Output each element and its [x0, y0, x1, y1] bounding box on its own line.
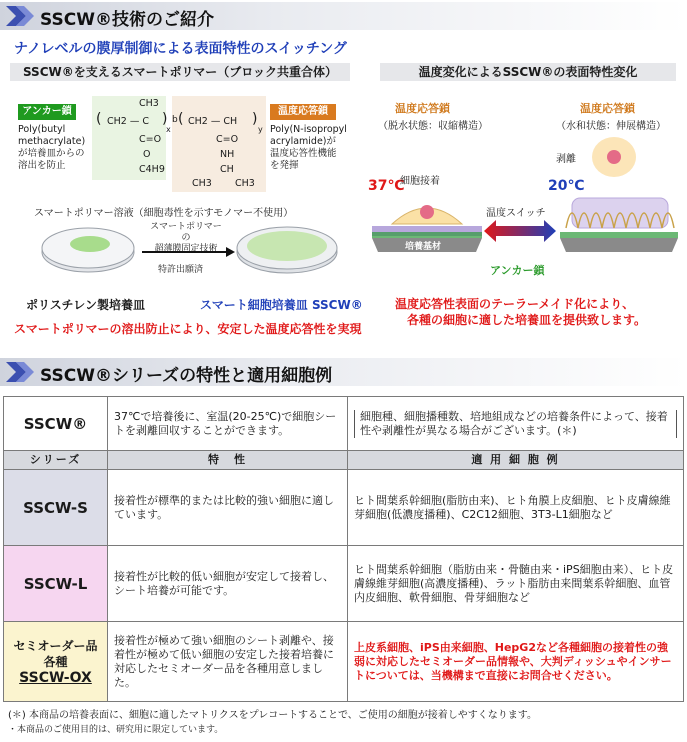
anchor-label: アンカー鎖	[490, 264, 545, 277]
series-cells: ヒト間葉系幹細胞(脂肪由来)、ヒト角膜上皮細胞、ヒト皮膚線維芽細胞(低濃度播種)、C2C12細胞、3T3-L1細胞など	[348, 470, 684, 546]
switch-label: 温度スイッチ	[486, 208, 546, 219]
anchor-tag: アンカー鎖	[18, 104, 76, 120]
right-panel-header: 温度変化によるSSCW®の表面特性変化	[380, 63, 676, 81]
series-cells: 上皮系細胞、iPS由来細胞、HepG2など各種細胞の接着性の強弱に対応したセミオーダー品情報や、大判ディッシュやインサートについては、当機構まで直接にお問合せください。	[348, 622, 684, 702]
arrow-label-top: スマートポリマーの 超薄膜固定技術	[150, 222, 222, 254]
header-cells: 適 用 細 胞 例	[348, 451, 684, 470]
series-feature: 接着性が標準的または比較的強い細胞に適しています。	[108, 470, 348, 546]
section-title: SSCW®技術のご紹介	[40, 10, 214, 30]
temp-cold: 20℃	[548, 178, 585, 194]
footnote-2: ・本商品のご使用目的は、研究用に限定しています。	[8, 725, 224, 735]
header-feature: 特 性	[108, 451, 348, 470]
polystyrene-dish-icon	[38, 220, 138, 276]
series-feature: 接着性が極めて強い細胞のシート剥離や、接着性が極めて低い細胞の安定した接着培養に対応したセミオーダー品を各種用意しました。	[108, 622, 348, 702]
series-name: SSCW-L	[4, 546, 108, 622]
temp-description: Poly(N-isopropyl acrylamide)が 温度応答性機能 を発揮	[270, 124, 347, 171]
chem-chain-right: CH2 — CH	[188, 116, 238, 127]
right-right-state: （水和状態：伸展構造）	[556, 121, 666, 132]
sscw-name: SSCW®	[4, 397, 108, 451]
right-left-state: （脱水状態：収縮構造）	[378, 121, 488, 132]
table-row	[4, 622, 684, 702]
sscw-note: 細胞種、細胞播種数、培地組成などの培養条件によって、接着性や剥離性が異なる場合がございます。(＊)	[348, 397, 684, 451]
subtitle: ナノレベルの膜厚制御による表面特性のスイッチング	[14, 41, 347, 57]
temp-tag: 温度応答鎖	[270, 104, 336, 120]
patent-label: 特許出願済	[158, 265, 204, 275]
dish-left-label: ポリスチレン製培養皿	[26, 298, 145, 312]
substrate-label: 培養基材	[405, 242, 442, 252]
sscw-dish-icon	[232, 218, 342, 278]
left-panel-header: SSCW®を支えるスマートポリマー（ブロック共重合体）	[10, 63, 350, 81]
header-series: シリーズ	[4, 451, 108, 470]
detached-cell-icon	[590, 135, 638, 179]
series-feature: 接着性が比較的低い細胞が安定して接着し、シート培養が可能です。	[108, 546, 348, 622]
left-red-note: スマートポリマーの溶出防止により、安定した温度応答性を実現	[14, 322, 362, 336]
series-table	[3, 396, 684, 702]
temperature-switch-arrow-icon	[484, 220, 556, 242]
adhesion-label: 細胞接着	[400, 176, 440, 187]
right-red-note: 温度応答性表面のテーラーメイド化により、 各種の細胞に適した培養皿を提供致します。	[395, 297, 647, 327]
footnote-1: (＊) 本商品の培養表面に、細胞に適したマトリクスをプレコートすることで、ご使用の細胞が接着しやすくなります。	[8, 710, 537, 721]
chem-chain-left: CH2 — C	[107, 116, 149, 127]
temp-hot: 37℃	[368, 178, 405, 194]
chevron-right-icon	[6, 362, 36, 382]
process-arrow-icon	[140, 246, 236, 258]
series-cells: ヒト間葉系幹細胞（脂肪由来・骨髄由来・iPS細胞由来）、ヒト皮膚線維芽細胞(高濃度播種)、ラット脂肪由来間葉系幹細胞、血管内皮細胞、軟骨細胞、骨芽細胞など	[348, 546, 684, 622]
dish-right-label: スマート細胞培養皿 SSCW®	[200, 298, 363, 312]
chevron-right-icon	[6, 6, 36, 26]
series-name: SSCW-S	[4, 470, 108, 546]
section-header-series	[0, 358, 687, 386]
table-header-row	[4, 451, 684, 470]
table-row	[4, 470, 684, 546]
section-header-tech	[0, 2, 687, 30]
detach-label: 剥離	[556, 154, 576, 165]
solution-label: スマートポリマー溶液（細胞毒性を示すモノマー不使用）	[34, 208, 294, 219]
series-name: セミオーダー品 各種 SSCW-OX	[4, 622, 108, 702]
sscw-description: 37℃で培養後に、室温(20-25℃)で細胞シートを剥離回収することができます。	[108, 397, 348, 451]
right-left-tag: 温度応答鎖	[395, 102, 450, 115]
table-row	[4, 546, 684, 622]
extended-surface-diagram	[560, 188, 678, 254]
right-right-tag: 温度応答鎖	[580, 102, 635, 115]
section-title: SSCW®シリーズの特性と適用細胞例	[40, 366, 333, 386]
anchor-description: Poly(butyl methacrylate) が培養皿からの 溶出を防止	[18, 124, 86, 171]
table-row	[4, 397, 684, 451]
